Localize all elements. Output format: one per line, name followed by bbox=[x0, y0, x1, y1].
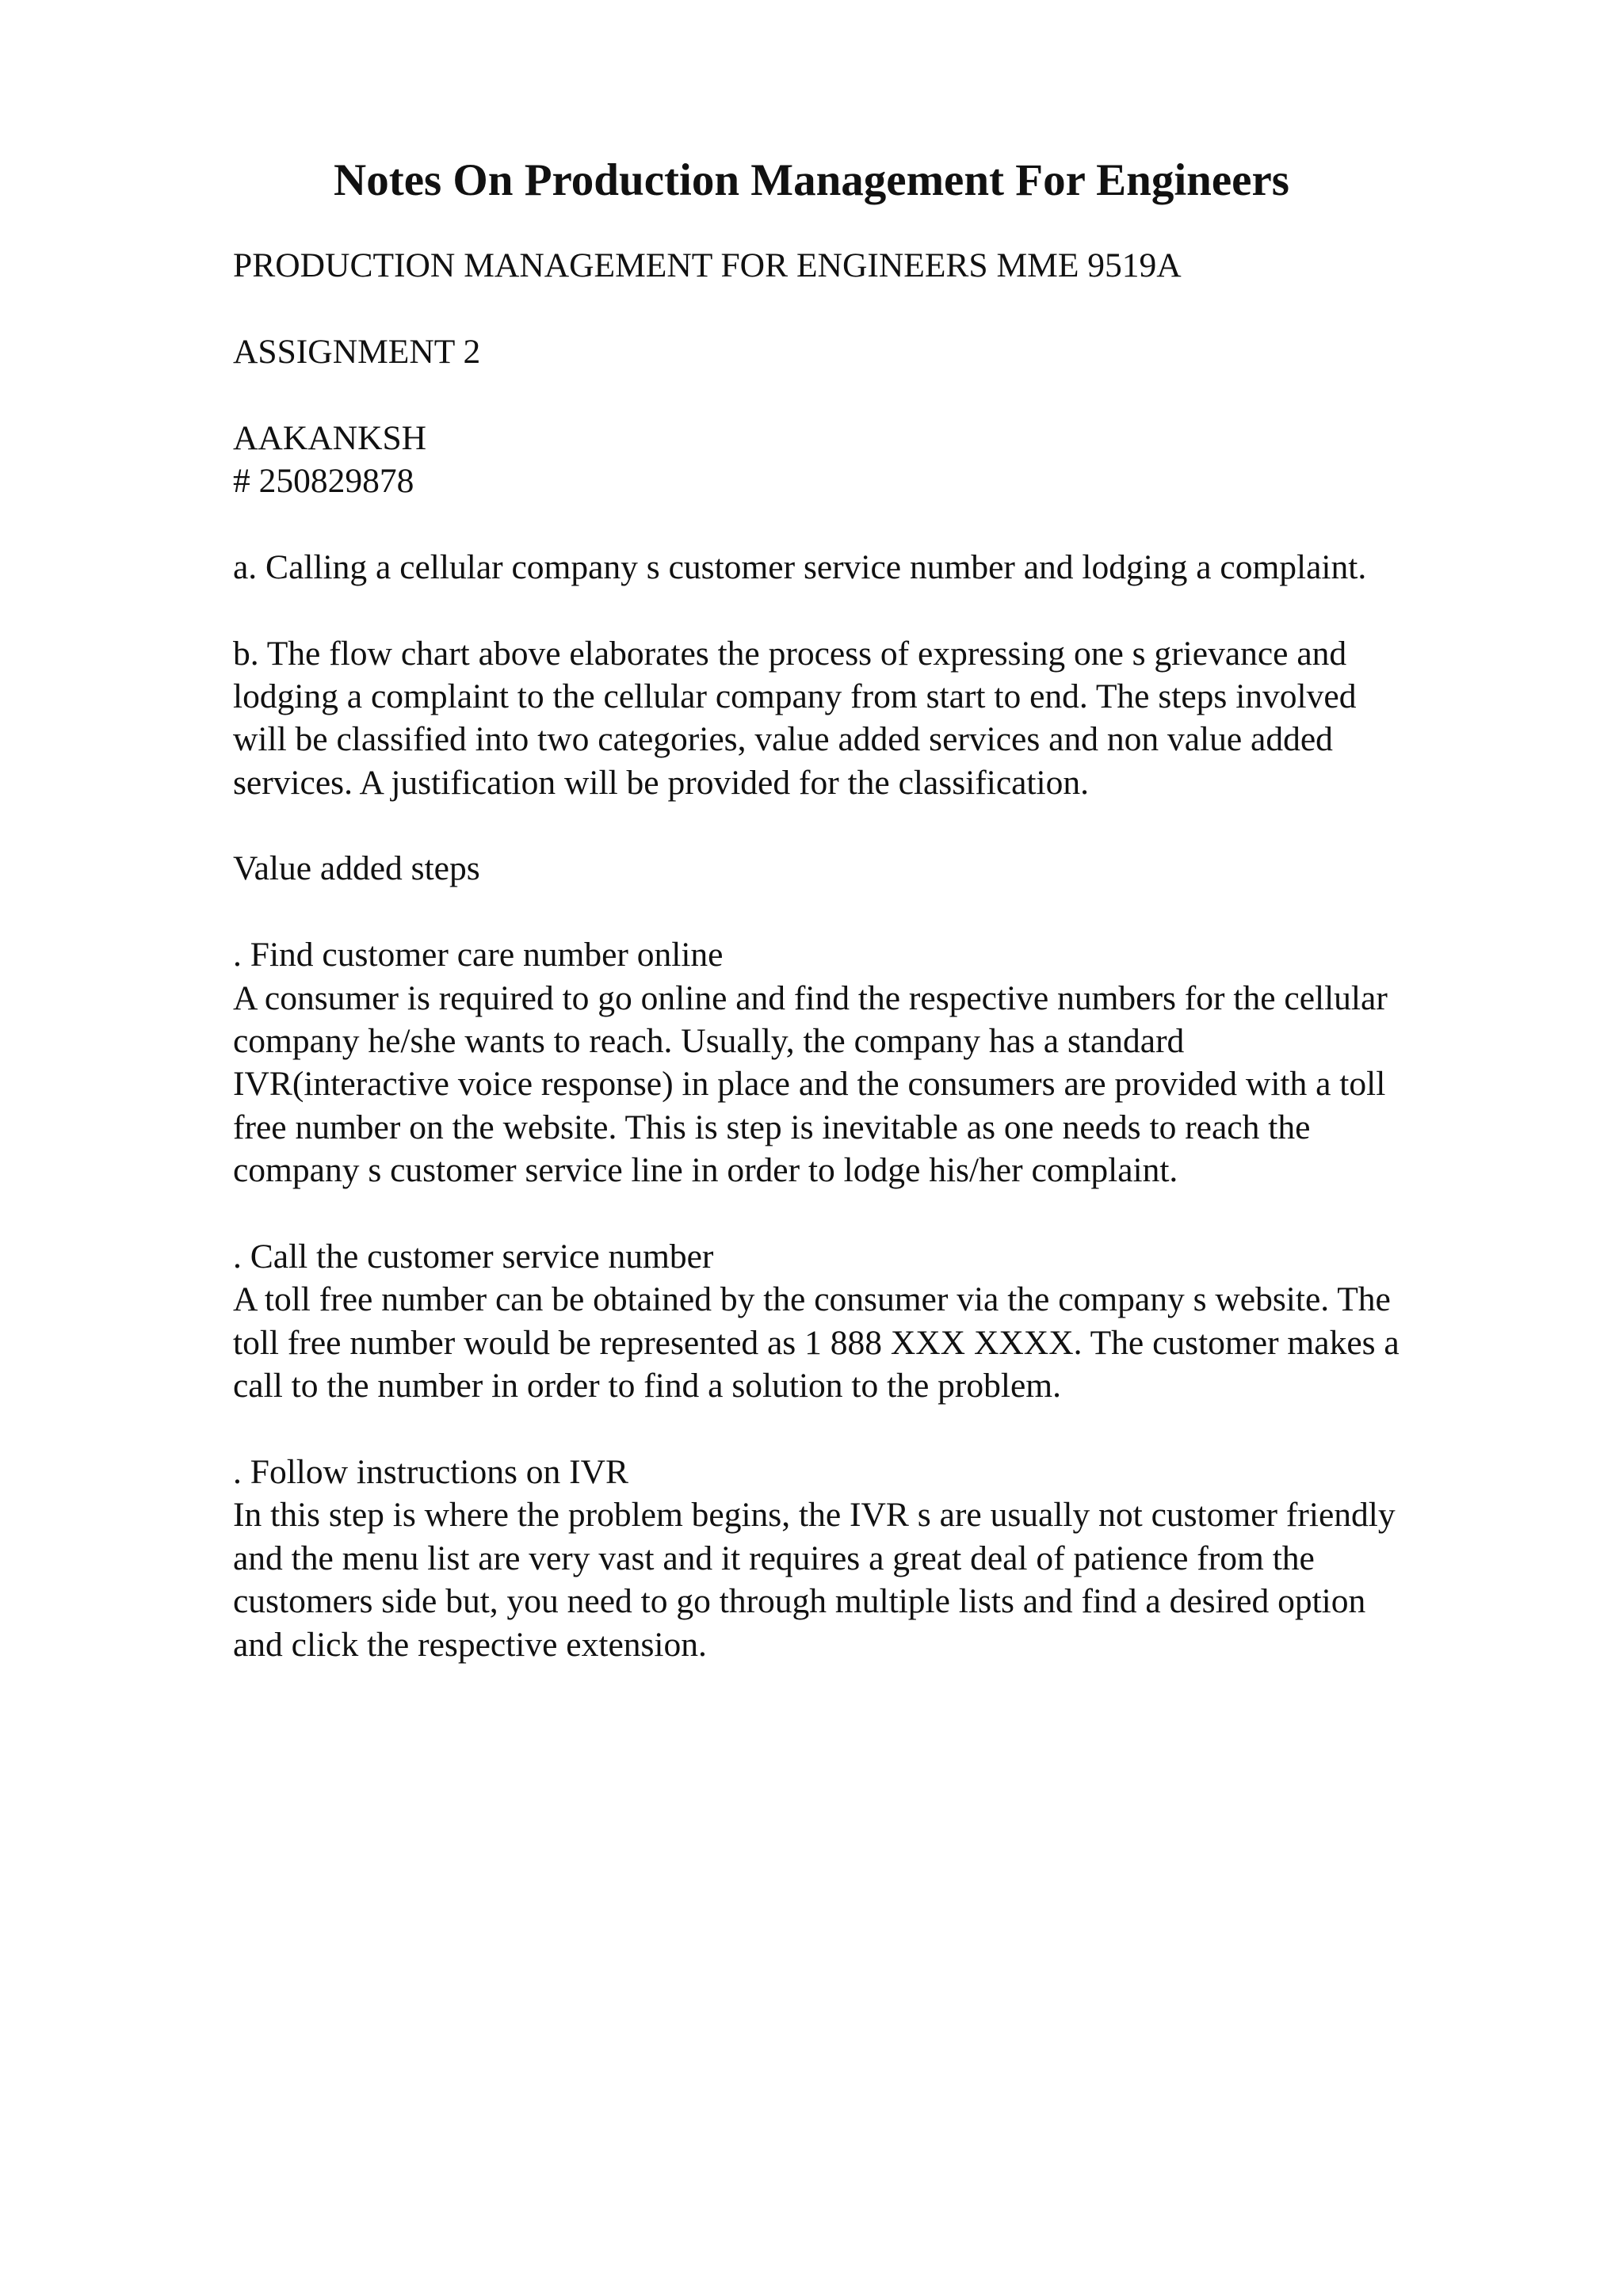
spacer bbox=[233, 589, 1517, 631]
paragraph-line: and click the respective extension. bbox=[233, 1625, 707, 1664]
paragraph-line: customers side but, you need to go through multiple lists and find a desired option bbox=[233, 1582, 1366, 1621]
spacer bbox=[233, 287, 1517, 330]
document-title: Notes On Production Management For Engineers bbox=[334, 155, 1289, 205]
paragraph-line: IVR(interactive voice response) in place and the consumers are provided with a toll bbox=[233, 1065, 1386, 1104]
step-2 bbox=[233, 1235, 1517, 1408]
paragraph-line: lodging a complaint to the cellular company from start to end. The steps involved bbox=[233, 677, 1357, 715]
step-heading: . Find customer care number online bbox=[233, 936, 724, 974]
part-a-paragraph: a. Calling a cellular company s customer service number and lodging a complaint. bbox=[233, 547, 1367, 586]
spacer bbox=[233, 804, 1517, 847]
paragraph-line: company he/she wants to reach. Usually, the company has a standard bbox=[233, 1022, 1185, 1061]
spacer bbox=[233, 1408, 1517, 1451]
document-body bbox=[233, 244, 1517, 1666]
spacer bbox=[233, 502, 1517, 545]
spacer bbox=[233, 891, 1517, 933]
assignment-line: ASSIGNMENT 2 bbox=[233, 332, 481, 371]
part-b-paragraph bbox=[233, 632, 1517, 805]
step-heading: . Call the customer service number bbox=[233, 1237, 714, 1276]
course-line: PRODUCTION MANAGEMENT FOR ENGINEERS MME 9519A bbox=[233, 246, 1182, 284]
spacer bbox=[233, 373, 1517, 416]
paragraph-line: A toll free number can be obtained by the consumer via the company s website. The bbox=[233, 1280, 1391, 1319]
paragraph-line: services. A justification will be provided for the classification. bbox=[233, 763, 1089, 802]
paragraph-line: and the menu list are very vast and it requires a great deal of patience from the bbox=[233, 1539, 1315, 1577]
paragraph-line: toll free number would be represented as 1 888 XXX XXXX. The customer makes a bbox=[233, 1323, 1400, 1362]
author-name: AAKANKSH bbox=[233, 418, 427, 457]
paragraph-line: will be classified into two categories, value added services and non value added bbox=[233, 720, 1333, 759]
paragraph-line: company s customer service line in order to lodge his/her complaint. bbox=[233, 1151, 1178, 1190]
paragraph-line: b. The flow chart above elaborates the process of expressing one s grievance and bbox=[233, 634, 1347, 673]
author-id: # 250829878 bbox=[233, 461, 414, 500]
step-heading: . Follow instructions on IVR bbox=[233, 1452, 629, 1491]
paragraph-line: free number on the website. This is step is inevitable as one needs to reach the bbox=[233, 1108, 1311, 1146]
step-1 bbox=[233, 933, 1517, 1192]
step-3 bbox=[233, 1451, 1517, 1666]
section-heading: Value added steps bbox=[233, 849, 480, 888]
paragraph-line: A consumer is required to go online and find the respective numbers for the cellular bbox=[233, 978, 1388, 1017]
paragraph-line: In this step is where the problem begins, the IVR s are usually not customer friendly bbox=[233, 1496, 1396, 1535]
paragraph-line: call to the number in order to find a solution to the problem. bbox=[233, 1367, 1061, 1405]
spacer bbox=[233, 1192, 1517, 1235]
